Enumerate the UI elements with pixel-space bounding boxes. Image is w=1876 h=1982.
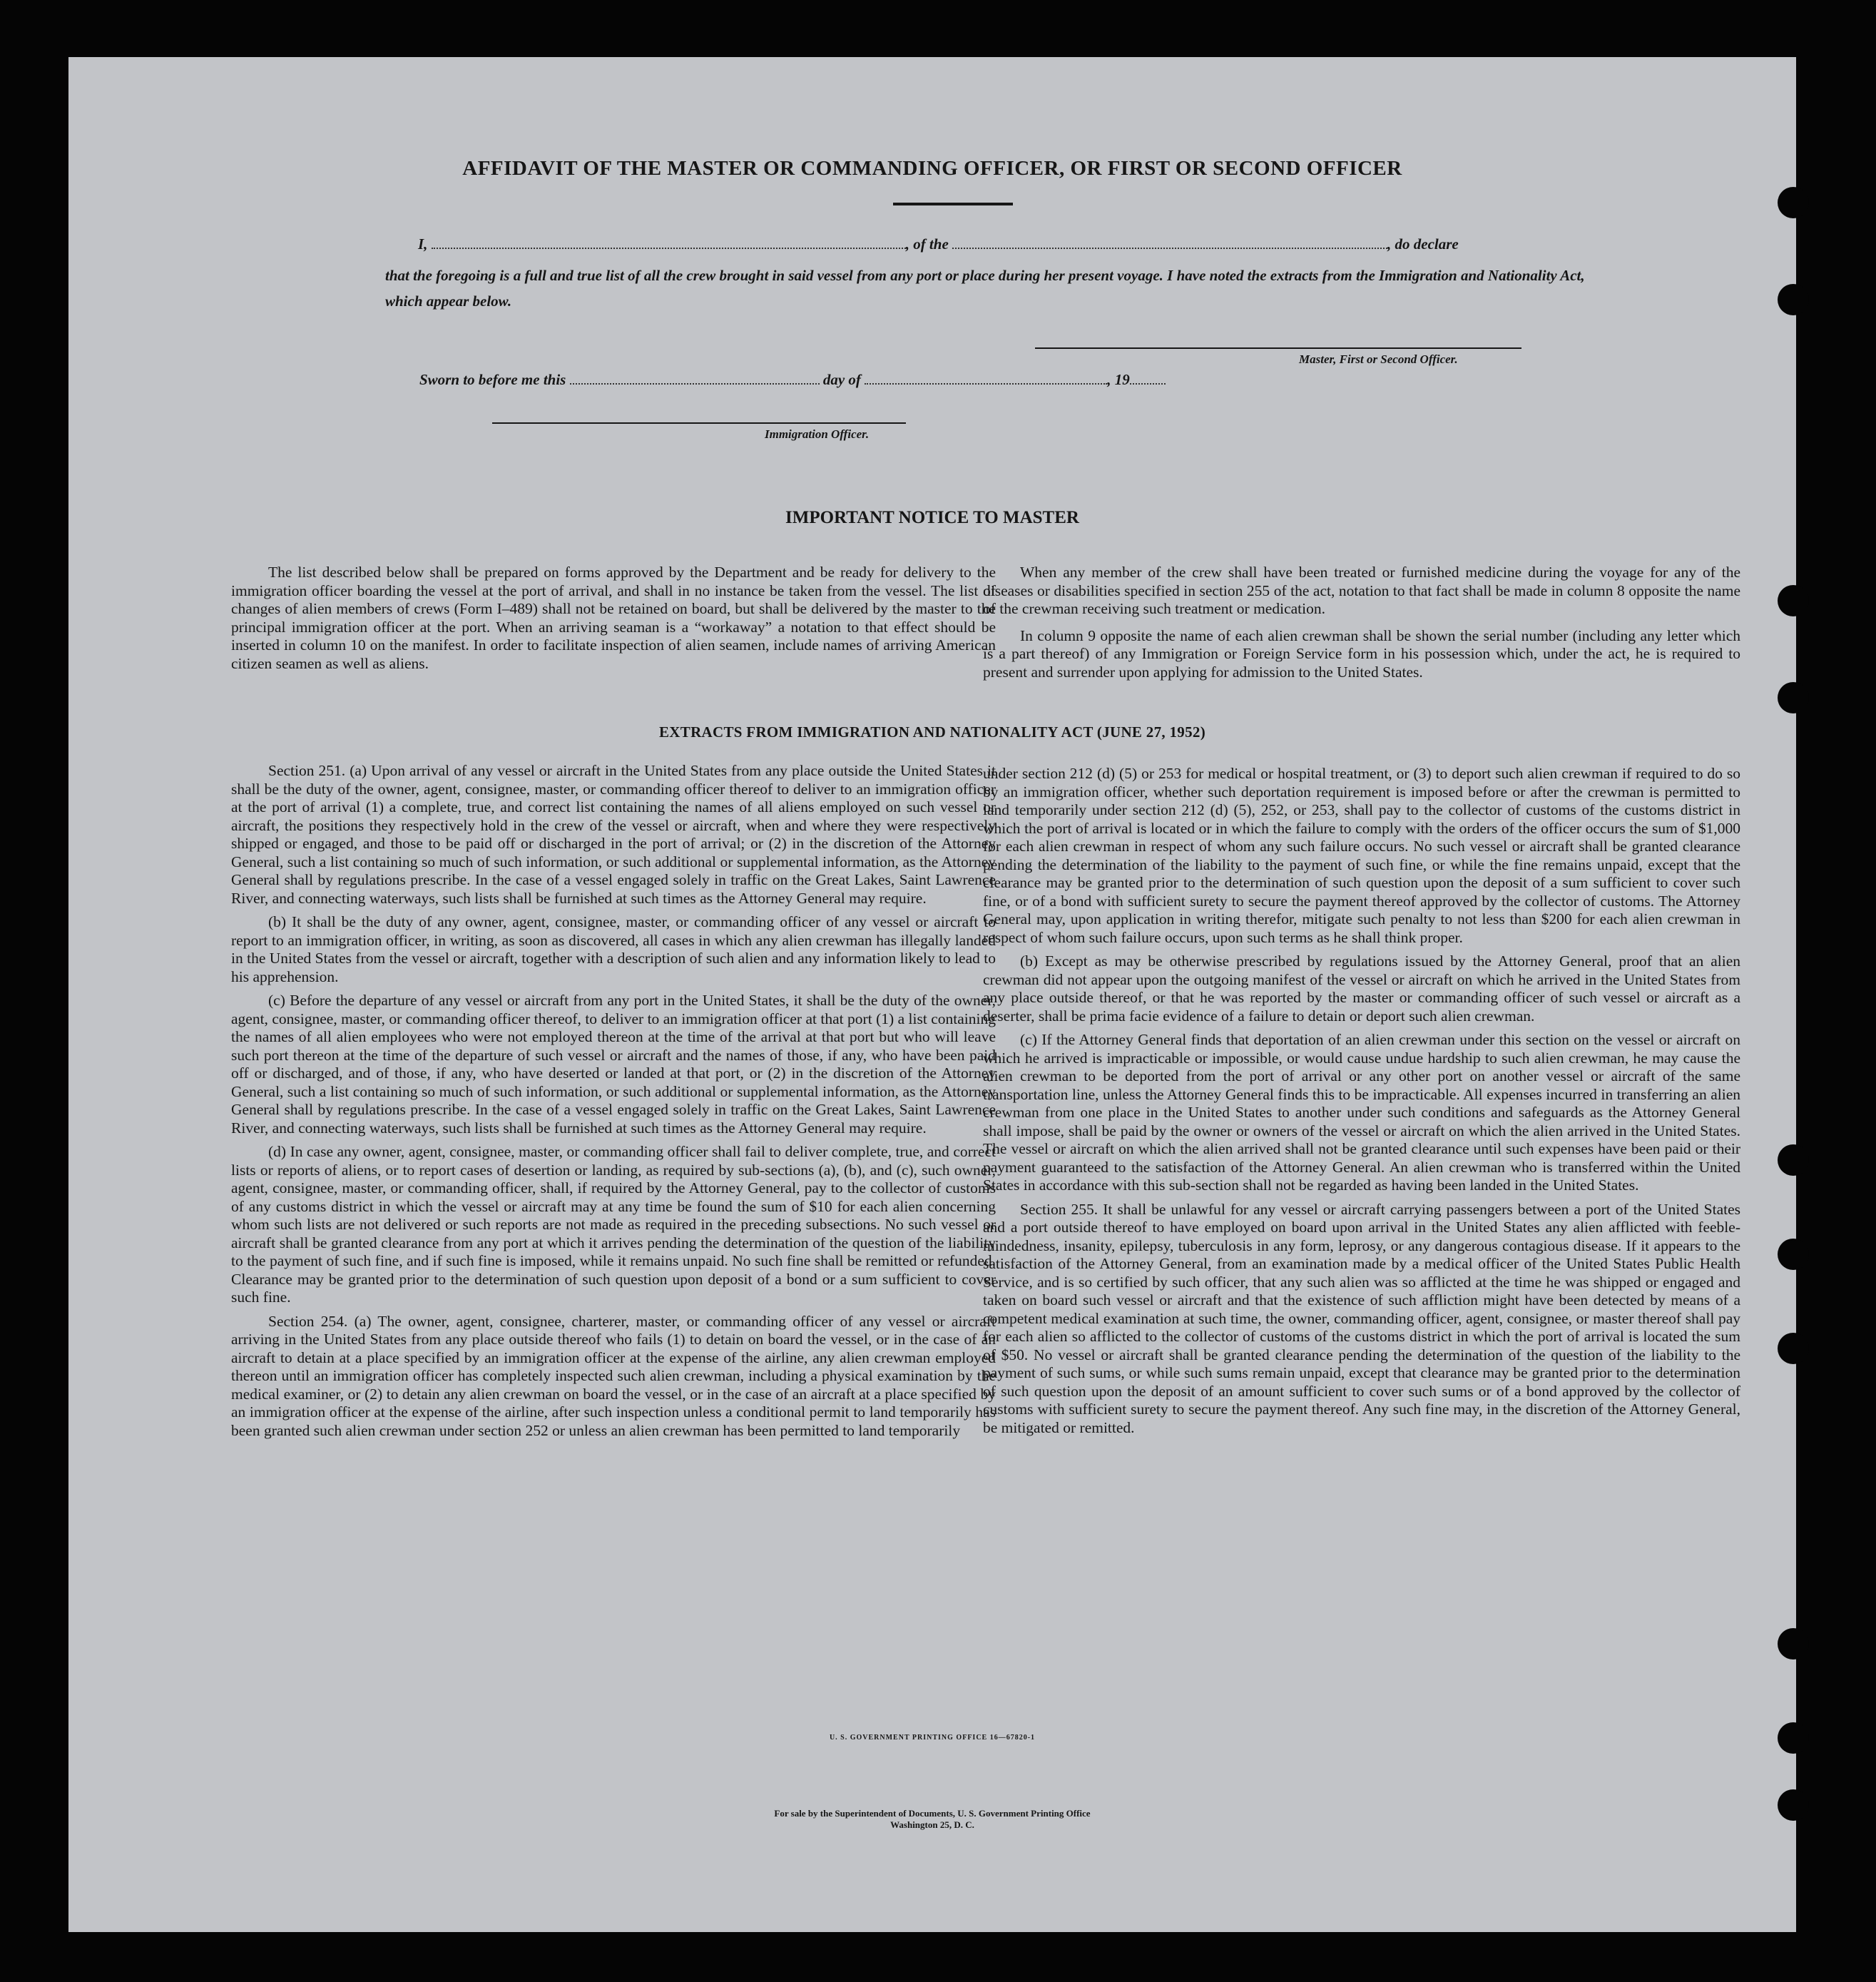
declaration-line (418, 235, 1459, 253)
notice-paragraph: In column 9 opposite the name of each alien crewman shall be shown the serial number (including any letter which is a part thereof) of any Immigration or Foreign Service form in his possession which, under the act, he is required to present and surrender upon applying for admission to the United States. (983, 626, 1740, 681)
extract-paragraph: (b) It shall be the duty of any owner, agent, consignee, master, or commanding officer of any vessel or aircraft to report to an immigration officer, in writing, as soon as discovered, all cases in which any alien crewman has illegally landed in the United States from the vessel or aircraft, together with a description of such alien and any information likely to lead to his apprehension. (231, 913, 996, 985)
affidavit-title: AFFIDAVIT OF THE MASTER OR COMMANDING OFFICER, OR FIRST OR SECOND OFFICER (462, 157, 1402, 180)
extract-paragraph: (c) If the Attorney General finds that deportation of an alien crewman under this section on the vessel or aircraft on which he arrived is impracticable or impossible, or would cause undue hardship to such alien crewman, he may cause the alien crewman to be deported from the port of arrival or any other port on another vessel or aircraft of the same transportation line, unless the Attorney General finds this to be impracticable. All expenses incurred in transferring an alien crewman from one place in the United States to another under such conditions and safeguards as the Attorney General shall impose, shall be paid by the owner or owners of the vessel or aircraft on which the alien arrived in the United States. The vessel or aircraft on which the alien arrived shall not be granted clearance until such expenses have been paid or their payment guaranteed to the satisfaction of the Attorney General. An alien crewman who is transferred within the United States in accordance with this sub-section shall not be regarded as having been landed in the United States. (983, 1031, 1740, 1194)
vessel-field[interactable] (952, 238, 1387, 249)
binder-hole (1778, 1144, 1809, 1176)
notice-paragraph: When any member of the crew shall have been treated or furnished medicine during the voyage for any of the diseases or disabilities specified in section 255 of the act, notation to that fact shall be made in column 8 opposite the name of the crewman receiving such treatment or medication. (983, 564, 1740, 617)
name-field[interactable] (432, 238, 906, 249)
notice-paragraph: The list described below shall be prepared on forms approved by the Department and be ready for delivery to the immigration officer boarding the vessel at the port of arrival, and shall in no instance be taken from the vessel. The list of changes of alien members of crews (Form I–489) shall not be retained on board, but shall be delivered by the master to the principal immigration officer at the port. When an arriving seaman is a “workaway” a notation to that effect should be inserted in column 10 on the manifest. In order to facilitate inspection of alien seamen, include names of arriving American citizen seamen as well as aliens. (231, 564, 996, 672)
notice-title: IMPORTANT NOTICE TO MASTER (785, 508, 1079, 527)
extract-paragraph: Section 251. (a) Upon arrival of any vessel or aircraft in the United States from any place outside the United States it shall be the duty of the owner, agent, consignee, master, or commanding officer thereof to deliver to an immigration officer at the port of arrival (1) a complete, true, and correct list containing the names of all aliens employed on such vessel or aircraft, the positions they respectively hold in the crew of the vessel or aircraft, when and where they were respectively shipped or engaged, and those to be paid off or discharged in the port of arrival; or (2) in the discretion of the Attorney General, such a list containing so much of such information, or such additional or supplemental information, as the Attorney General shall by regulations prescribe. In the case of a vessel engaged solely in traffic on the Great Lakes, Saint Lawrence River, and connecting waterways, such lists shall be furnished at such times as the Attorney General may require. (231, 762, 996, 907)
binder-hole (1778, 682, 1809, 713)
binder-hole (1778, 585, 1809, 616)
binder-hole (1778, 1722, 1809, 1754)
notice-left-column (231, 564, 996, 673)
master-signature-label: Master, First or Second Officer. (1299, 352, 1458, 366)
officer-signature-label: Immigration Officer. (765, 427, 870, 441)
extract-paragraph: Section 255. It shall be unlawful for any vessel or aircraft carrying passengers between a port of the United States and a port outside thereof to have employed on board upon arrival in the United States any alien afflicted with feeble-mindedness, insanity, epilepsy, tuberculosis in any form, leprosy, or any dangerous contagious disease. If it appears to the satisfaction of the Attorney General, from an examination made by a medical officer of the United States Public Health Service, and is so certified by such officer, that any such alien was so afflicted at the time he was shipped or engaged and taken on board such vessel or aircraft and that the existence of such affliction might have been detected by means of a competent medical examination at such time, the owner, commanding officer, agent, consignee, or master thereof shall pay for each alien so afflicted to the collector of customs of the customs district in which the port of arrival is located the sum of $50. No vessel or aircraft shall be granted clearance pending the determination of the question of the liability to the payment of such sums, or while such sums remain unpaid, except that clearance may be granted prior to the determination of such question upon the deposit of an amount sufficient to cover such sums or of a bond approved by the collector of customs with sufficient surety to secure the payment thereof. Any such fine may, in the discretion of the Attorney General, be mitigated or remitted. (983, 1200, 1740, 1436)
gpo-imprint: U. S. GOVERNMENT PRINTING OFFICE 16—67820-1 (829, 1734, 1036, 1742)
master-signature-line[interactable] (1035, 347, 1521, 349)
title-rule (893, 203, 1013, 205)
binder-hole (1778, 187, 1809, 218)
officer-signature-line[interactable] (492, 422, 906, 424)
extracts-title: EXTRACTS FROM IMMIGRATION AND NATIONALITY ACT (JUNE 27, 1952) (659, 723, 1205, 741)
sworn-month-field[interactable] (865, 373, 1107, 385)
extract-paragraph: (d) In case any owner, agent, consignee, master, or commanding officer shall fail to deliver complete, true, and correct lists or reports of aliens, or to report cases of desertion or landing, as required by sub-sections (a), (b), and (c), such owner, agent, consignee, master, or commanding officer, shall, if required by the Attorney General, pay to the collector of customs of any customs district in which the vessel or aircraft may at any time be found the sum of $10 for each alien concerning whom such lists are not delivered or such reports are not made as required in the preceding subsections. No such vessel or aircraft shall be granted clearance from any port at which it arrives pending the determination of the question of the liability to the payment of such fine, and if such fine is imposed, while it remains unpaid. No such fine shall be remitted or refunded. Clearance may be granted prior to the determination of such question upon deposit of a bond or a sum sufficient to cover such fine. (231, 1143, 996, 1306)
sworn-year-field[interactable] (1130, 373, 1166, 385)
i-label: I, (418, 235, 428, 253)
day-of-label: day of (822, 371, 861, 388)
extracts-left-column (231, 762, 996, 1440)
binder-hole (1778, 1628, 1809, 1660)
sworn-label: Sworn to before me this (419, 371, 566, 388)
binder-hole (1778, 284, 1809, 315)
extract-paragraph: under section 212 (d) (5) or 253 for medical or hospital treatment, or (3) to deport such alien crewman if required to do so by an immigration officer, whether such deportation requirement is imposed before or after the crewman is permitted to land temporarily under section 212 (d) (5), 252, or 253, shall pay to the collector of customs of the customs district in which the port of arrival is located or in which the failure to comply with the orders of the officer occurs the sum of $1,000 for each alien crewman in respect of whom any such failure occurs. No such vessel or aircraft shall be granted clearance pending the determination of the liability to the payment of such fine, or while the fine remains unpaid, except that the clearance may be granted prior to the determination of such question upon the deposit of a sum sufficient to cover such fine, or of a bond with sufficient surety to secure the payment thereof approved by the collector of customs. The Attorney General may, upon application in writing therefor, mitigate such penalty to not less than $200 for each alien crewman in respect of whom such failure occurs, upon such terms as he shall think proper. (983, 765, 1740, 946)
affidavit-statement: that the foregoing is a full and true list of all the crew brought in said vessel from any port or place during her present voyage. I have noted the extracts from the Immigration and Nationality Act, which appear below. (385, 267, 1585, 310)
notice-right-column (983, 564, 1740, 681)
sale-line-2: Washington 25, D. C. (890, 1819, 974, 1830)
extract-paragraph: Section 254. (a) The owner, agent, consignee, charterer, master, or commanding officer of any vessel or aircraft arriving in the United States from any place outside thereof who fails (1) to detain on board the vessel, or in the case of an aircraft to detain at a place specified by an immigration officer at the expense of the airline, any alien crewman employed thereon until an immigration officer has completely inspected such alien crewman, including a physical examination by the medical examiner, or (2) to detain any alien crewman on board the vessel, or in the case of an aircraft at a place specified by an immigration officer at the expense of the airline, after such inspection unless a conditional permit to land temporarily has been granted such alien crewman under section 252 or unless an alien crewman has been permitted to land temporarily (231, 1312, 996, 1439)
form-sheet (68, 57, 1796, 1932)
extract-paragraph: (b) Except as may be otherwise prescribed by regulations issued by the Attorney General, proof that an alien crewman did not appear upon the outgoing manifest of the vessel or aircraft on which he arrived in the United States from any place outside thereof, or that he was reported by the master or commanding officer of such vessel or aircraft as a deserter, shall be prima facie evidence of a failure to detain or deport such alien crewman. (983, 952, 1740, 1025)
sworn-day-field[interactable] (570, 373, 820, 385)
sworn-line (419, 371, 1166, 389)
extracts-right-column (983, 765, 1740, 1437)
sale-notice (68, 1808, 1796, 1831)
binder-hole (1778, 1333, 1809, 1364)
sale-line-1: For sale by the Superintendent of Documents, U. S. Government Printing Office (774, 1808, 1091, 1819)
of-the-label: , of the (905, 235, 949, 253)
year-prefix-label: , 19 (1107, 371, 1130, 388)
binder-hole (1778, 1789, 1809, 1821)
binder-hole (1778, 1239, 1809, 1270)
do-declare-label: , do declare (1387, 235, 1459, 253)
extract-paragraph: (c) Before the departure of any vessel or aircraft from any port in the United States, it shall be the duty of the owner, agent, consignee, master, or commanding officer thereof, to deliver to an immigration officer at that port (1) a list containing the names of all alien employees who were not employed thereon at the time of the arrival at that port but who will leave such port thereon at the time of the departure of such vessel or aircraft and the names of those, if any, who have been paid off or discharged, and of those, if any, who have deserted or landed at that port, or (2) in the discretion of the Attorney General, such a list containing so much of such information, or such additional or supplemental information, as the Attorney General shall by regulations prescribe. In the case of a vessel engaged solely in traffic on the Great Lakes, Saint Lawrence River, and connecting waterways, such lists shall be furnished at such times as the Attorney General may require. (231, 992, 996, 1137)
